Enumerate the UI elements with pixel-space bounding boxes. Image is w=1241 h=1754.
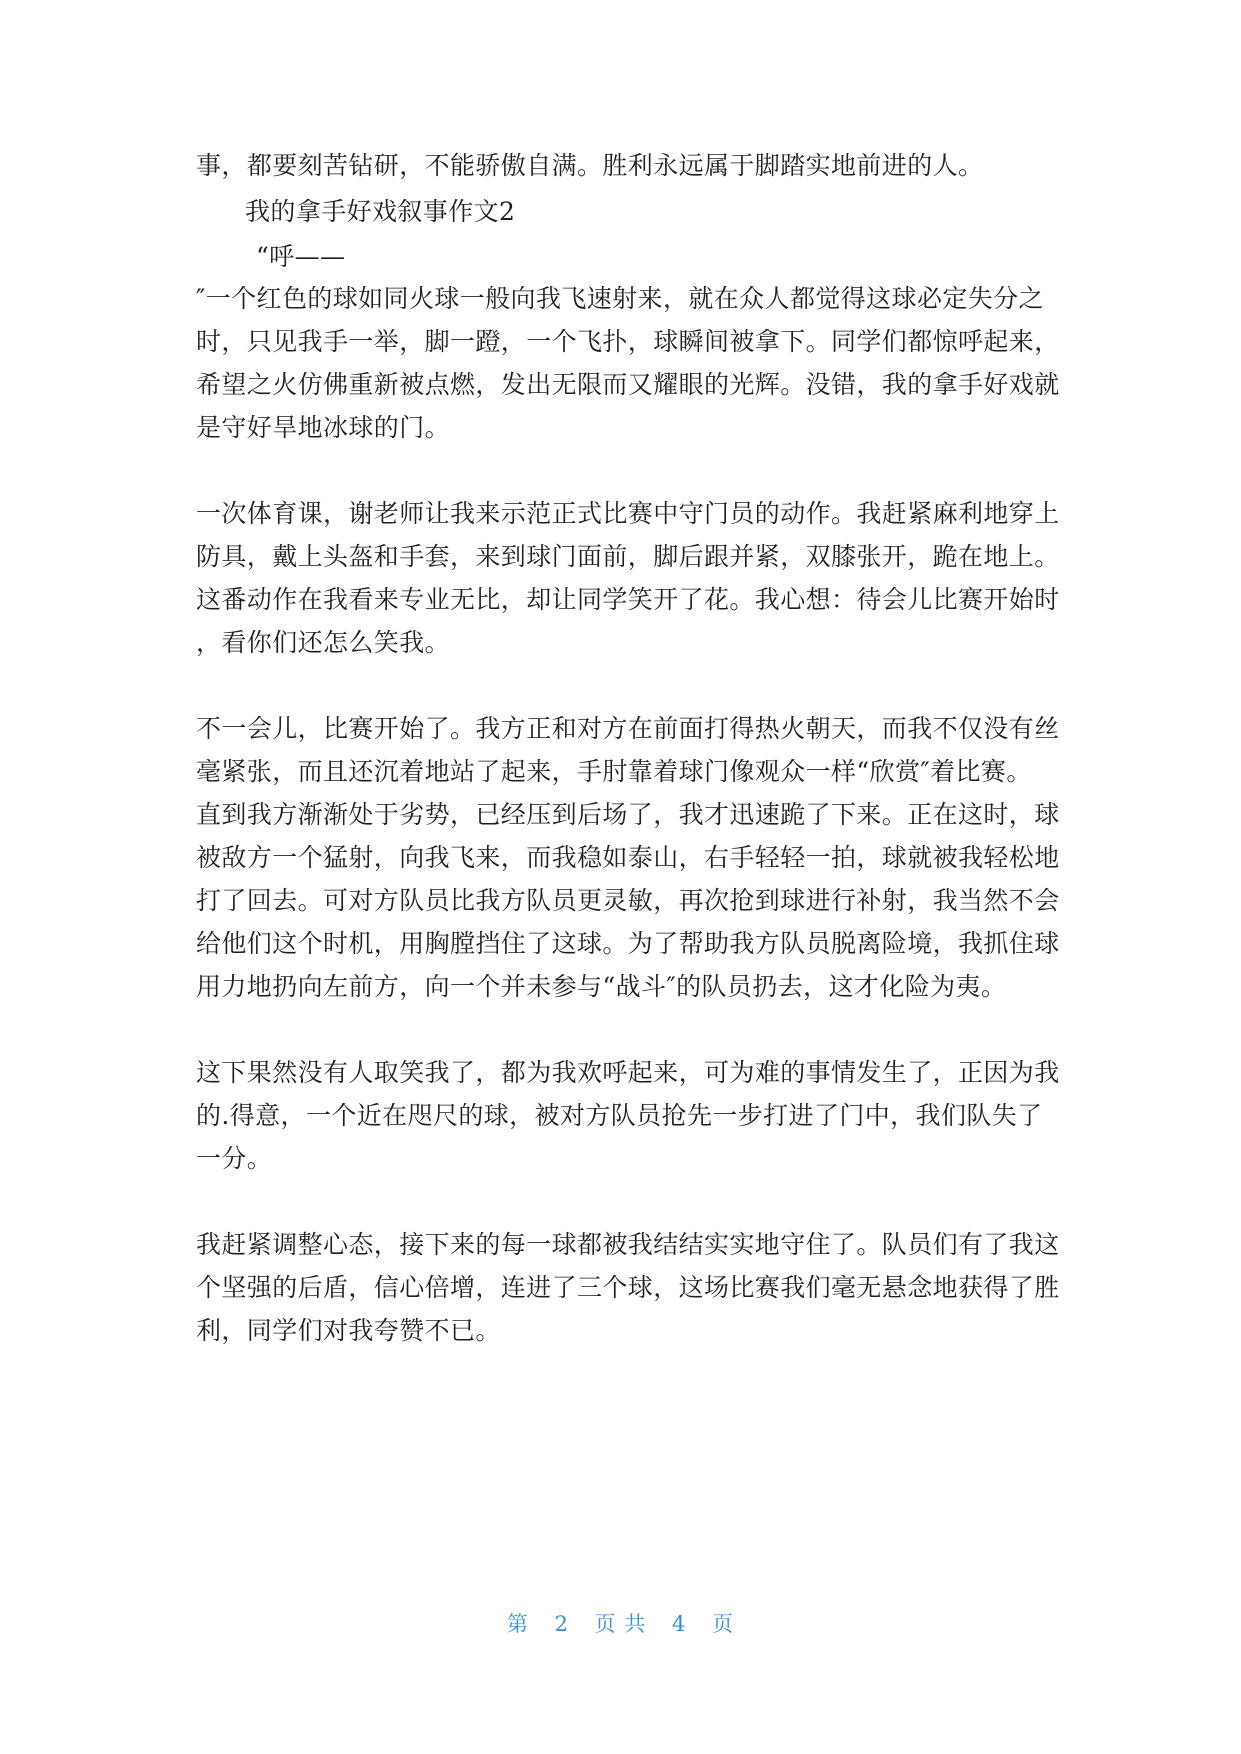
footer-current-page: 2 — [554, 1612, 569, 1636]
text-line: 用力地扔向左前方，向一个并未参与“战斗″的队员扔去，这才化险为夷。 — [196, 972, 1007, 1001]
text-line: 打了回去。可对方队员比我方队员更灵敏，再次抢到球进行补射，我当然不会 — [196, 886, 1060, 915]
footer-page-label: 第 — [506, 1612, 529, 1636]
footer-total-pages: 4 — [672, 1612, 687, 1636]
text-line: 直到我方渐渐处于劣势，已经压到后场了，我才迅速跪了下来。正在这时，球 — [196, 800, 1060, 829]
footer-end-label: 页 — [712, 1612, 735, 1636]
text-line: 一分。 — [196, 1144, 273, 1173]
text-line: 给他们这个时机，用胸膛挡住了这球。为了帮助我方队员脱离险境，我抓住球 — [196, 929, 1060, 958]
text-line: ″一个红色的球如同火球一般向我飞速射来，就在众人都觉得这球必定失分之 — [196, 284, 1044, 313]
page-footer — [0, 1608, 1241, 1638]
text-line: 这下果然没有人取笑我了，都为我欢呼起来，可为难的事情发生了，正因为我 — [196, 1058, 1060, 1087]
text-line: 一次体育课，谢老师让我来示范正式比赛中守门员的动作。我赶紧麻利地穿上 — [196, 499, 1060, 528]
text-line: ，看你们还怎么笑我。 — [196, 628, 451, 657]
text-line: 时，只见我手一举，脚一蹬，一个飞扑，球瞬间被拿下。同学们都惊呼起来， — [196, 327, 1060, 356]
text-line: 事，都要刻苦钻研，不能骄傲自满。胜利永远属于脚踏实地前进的人。 — [196, 151, 984, 180]
section-heading: 我的拿手好戏叙事作文2 — [245, 197, 516, 226]
text-line: “呼—— — [256, 242, 346, 271]
text-line: 利，同学们对我夸赞不已。 — [196, 1316, 501, 1345]
text-line: 不一会儿，比赛开始了。我方正和对方在前面打得热火朝天，而我不仅没有丝 — [196, 714, 1060, 743]
text-line: 防具，戴上头盔和手套，来到球门面前，脚后跟并紧，双膝张开，跪在地上。 — [196, 542, 1060, 571]
text-line: 个坚强的后盾，信心倍增，连进了三个球，这场比赛我们毫无悬念地获得了胜 — [196, 1273, 1060, 1302]
text-line: 被敌方一个猛射，向我飞来，而我稳如泰山，右手轻轻一拍，球就被我轻松地 — [196, 843, 1060, 872]
text-line: 毫紧张，而且还沉着地站了起来，手肘靠着球门像观众一样“欣赏″着比赛。 — [196, 757, 1032, 786]
text-line: 这番动作在我看来专业无比，却让同学笑开了花。我心想：待会儿比赛开始时 — [196, 585, 1060, 614]
text-line: 我赶紧调整心态，接下来的每一球都被我结结实实地守住了。队员们有了我这 — [196, 1230, 1060, 1259]
footer-of-label: 页 共 — [594, 1612, 647, 1636]
text-line: 希望之火仿佛重新被点燃，发出无限而又耀眼的光辉。没错，我的拿手好戏就 — [196, 370, 1060, 399]
text-line: 的.得意，一个近在咫尺的球，被对方队员抢先一步打进了门中，我们队失了 — [196, 1101, 1043, 1130]
text-line: 是守好旱地冰球的门。 — [196, 413, 451, 442]
